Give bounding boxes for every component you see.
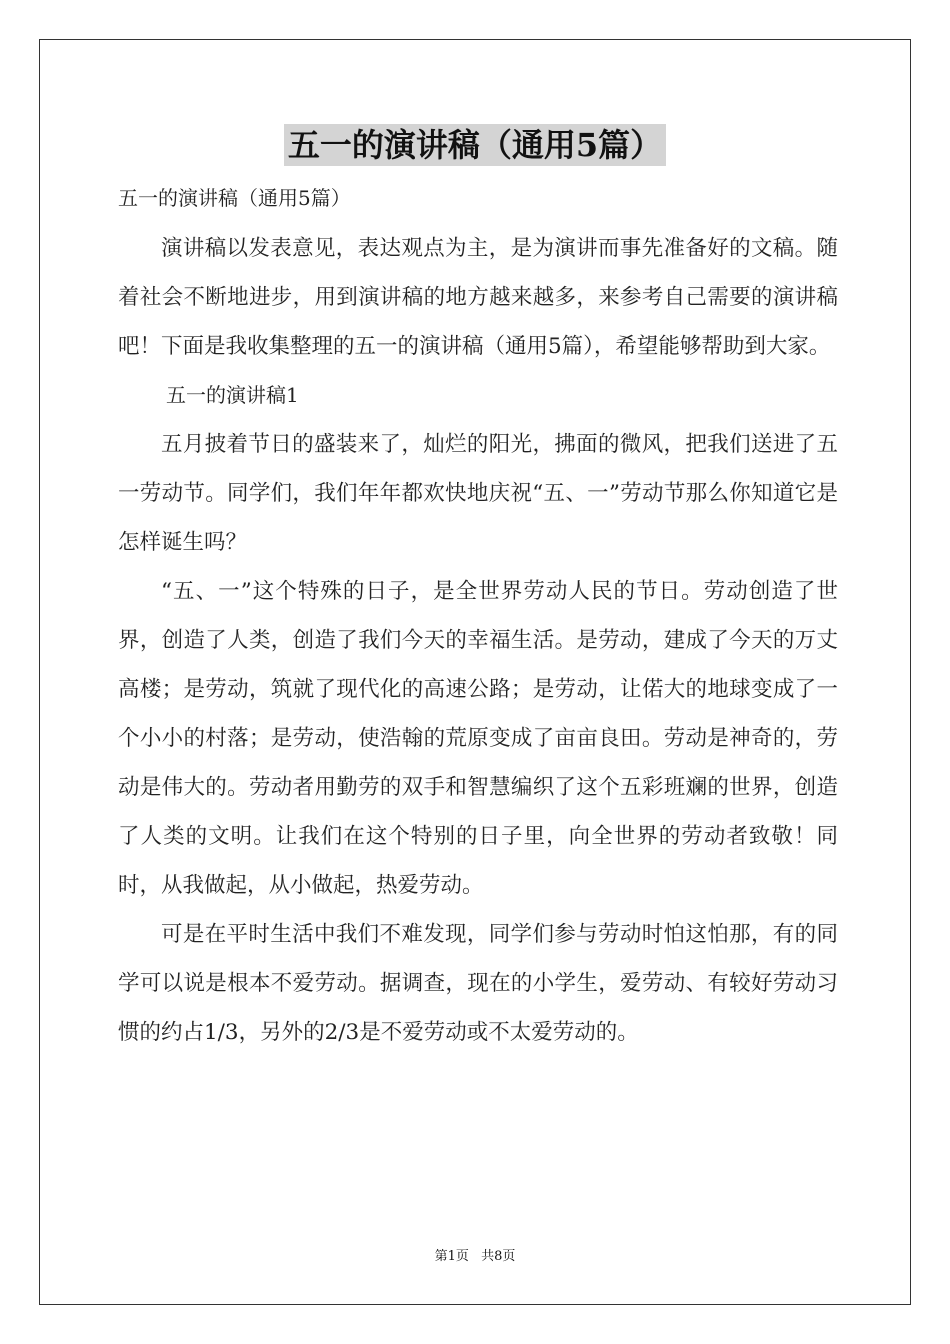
paragraph-intro: 演讲稿以发表意见，表达观点为主，是为演讲而事先准备好的文稿。随着社会不断地进步，用到演讲稿的地方越来越多，来参考自己需要的演讲稿吧！下面是我收集整理的五一的演讲稿（通用5篇），希望能够帮助到大家。 [118, 236, 838, 359]
page-number: 第1页 [434, 1249, 469, 1264]
title-wrap [0, 124, 950, 166]
document-subtitle: 五一的演讲稿（通用5篇） [118, 186, 351, 210]
document-title: 五一的演讲稿（通用5篇） [284, 124, 666, 166]
paragraph-3: 可是在平时生活中我们不难发现，同学们参与劳动时怕这怕那，有的同学可以说是根本不爱劳动。据调查，现在的小学生，爱劳动、有较好劳动习惯的约占1/3，另外的2/3是不爱劳动或不太爱劳动的。 [118, 922, 838, 1045]
paragraph-2: “五、一”这个特殊的日子，是全世界劳动人民的节日。劳动创造了世界，创造了人类，创造了我们今天的幸福生活。是劳动，建成了今天的万丈高楼；是劳动，筑就了现代化的高速公路；是劳动，让偌大的地球变成了一个小小的村落；是劳动，使浩翰的荒原变成了亩亩良田。劳动是神奇的，劳动是伟大的。劳动者用勤劳的双手和智慧编织了这个五彩班斓的世界，创造了人类的文明。让我们在这个特别的日子里，向全世界的劳动者致敬！同时，从我做起，从小做起，热爱劳动。 [118, 579, 838, 898]
section-heading-1: 五一的演讲稿1 [166, 383, 299, 407]
document-body [118, 178, 838, 1057]
page-total: 共8页 [481, 1249, 516, 1264]
paragraph-1: 五月披着节日的盛装来了，灿烂的阳光，拂面的微风，把我们送进了五一劳动节。同学们，我们年年都欢快地庆祝“五、一”劳动节那么你知道它是怎样诞生吗？ [118, 432, 838, 555]
page-footer [0, 1245, 950, 1264]
